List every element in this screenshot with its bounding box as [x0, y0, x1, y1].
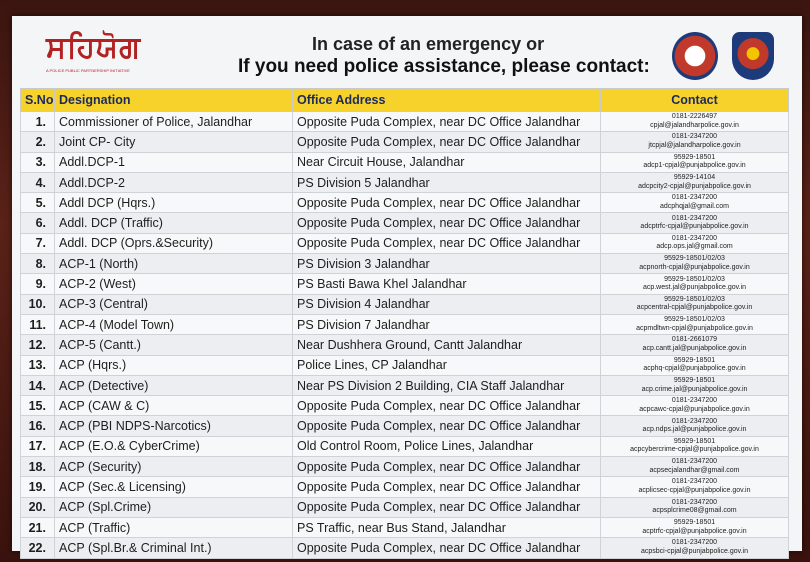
table-row	[21, 254, 789, 274]
row-sno: 8.	[21, 254, 55, 274]
table-row	[21, 355, 789, 375]
row-office-address: Old Control Room, Police Lines, Jalandhar	[293, 436, 601, 456]
contact-email[interactable]: acptrfc-cpjal@punjabpolice.gov.in	[642, 527, 747, 535]
table-row	[21, 294, 789, 314]
row-designation: Commissioner of Police, Jalandhar	[55, 112, 293, 132]
table-row	[21, 396, 789, 416]
row-designation: ACP (Detective)	[55, 375, 293, 395]
row-sno: 9.	[21, 274, 55, 294]
contact-phone: 0181-2347200	[671, 133, 718, 141]
row-sno: 18.	[21, 457, 55, 477]
table-row	[21, 274, 789, 294]
row-contact	[601, 477, 789, 497]
row-office-address: Opposite Puda Complex, near DC Office Jalandhar	[293, 497, 601, 517]
row-sno: 11.	[21, 314, 55, 334]
contact-phone: 0181-2661079	[671, 336, 718, 344]
row-designation: ACP (E.O.& CyberCrime)	[55, 436, 293, 456]
heading-line-1: In case of an emergency or	[312, 34, 545, 54]
row-contact	[601, 213, 789, 233]
contact-phone: 0181-2347200	[671, 498, 718, 506]
logo-text: ਸਹਿਯੋਗ	[46, 30, 141, 65]
row-designation: ACP (Traffic)	[55, 517, 293, 537]
row-designation: ACP (Hqrs.)	[55, 355, 293, 375]
row-designation: Joint CP- City	[55, 132, 293, 152]
contact-phone: 95929-18501	[673, 377, 716, 384]
contact-email[interactable]: acpcybercrime-cpjal@punjabpolice.gov.in	[630, 446, 759, 454]
contact-table	[20, 88, 789, 559]
row-office-address: Near PS Division 2 Building, CIA Staff Jalandhar	[293, 375, 601, 395]
column-header-sno: S.No	[21, 89, 55, 112]
table-row	[21, 172, 789, 192]
contact-phone: 0181-2347200	[671, 478, 718, 486]
row-contact	[601, 355, 789, 375]
contact-email[interactable]: adcp.ops.jal@gmail.com	[656, 243, 733, 251]
table-row	[21, 436, 789, 456]
row-sno: 13.	[21, 355, 55, 375]
row-sno: 19.	[21, 477, 55, 497]
punjab-police-badge-icon	[732, 32, 774, 80]
row-contact	[601, 416, 789, 436]
contact-email[interactable]: acp.crime.jal@punjabpolice.gov.in	[641, 385, 748, 393]
column-header-designation: Designation	[55, 89, 293, 112]
row-designation: ACP-4 (Model Town)	[55, 314, 293, 334]
row-contact	[601, 517, 789, 537]
row-designation: Addl. DCP (Oprs.&Security)	[55, 233, 293, 253]
sahyog-logo	[46, 28, 156, 74]
contact-phone: 95929-18501	[673, 356, 716, 364]
row-sno: 16.	[21, 416, 55, 436]
contact-email[interactable]: acplicsec-cpjal@punjabpolice.gov.in	[638, 486, 751, 494]
row-office-address: Opposite Puda Complex, near DC Office Jalandhar	[293, 233, 601, 253]
contact-email[interactable]: acpnorth-cpjal@punjabpolice.gov.in	[639, 263, 750, 271]
contact-email[interactable]: acpsecjalandhar@gmail.com	[649, 466, 740, 474]
table-row	[21, 233, 789, 253]
contact-phone: 0181-2347200	[671, 458, 718, 466]
commissionerate-emblem-icon	[672, 32, 718, 80]
row-sno: 6.	[21, 213, 55, 233]
contact-phone: 95929-18501	[673, 153, 716, 161]
row-sno: 1.	[21, 112, 55, 132]
row-office-address: Opposite Puda Complex, near DC Office Jalandhar	[293, 132, 601, 152]
row-office-address: Opposite Puda Complex, near DC Office Jalandhar	[293, 213, 601, 233]
contact-phone: 0181-2347200	[671, 194, 718, 202]
contact-email[interactable]: acpsplcrime08@gmail.com	[652, 507, 737, 515]
contact-email[interactable]: acpcentral-cpjal@punjabpolice.gov.in	[636, 304, 753, 312]
row-contact	[601, 314, 789, 334]
contact-phone: 0181-2347200	[671, 539, 718, 547]
contact-phone: 95929-18501/02/03	[664, 255, 725, 263]
row-sno: 14.	[21, 375, 55, 395]
row-office-address: Opposite Puda Complex, near DC Office Jalandhar	[293, 416, 601, 436]
row-office-address: PS Division 4 Jalandhar	[293, 294, 601, 314]
table-row	[21, 375, 789, 395]
row-designation: ACP (Security)	[55, 457, 293, 477]
contact-email[interactable]: adcp1-cpjal@punjabpolice.gov.in	[643, 162, 746, 170]
row-office-address: Opposite Puda Complex, near DC Office Jalandhar	[293, 477, 601, 497]
row-sno: 3.	[21, 152, 55, 172]
row-office-address: Opposite Puda Complex, near DC Office Jalandhar	[293, 112, 601, 132]
table-row	[21, 457, 789, 477]
contact-email[interactable]: adcpcity2-cpjal@punjabpolice.gov.in	[638, 182, 751, 190]
row-designation: ACP (Spl.Crime)	[55, 497, 293, 517]
table-row	[21, 538, 789, 558]
row-office-address: Opposite Puda Complex, near DC Office Jalandhar	[293, 538, 601, 558]
row-contact	[601, 172, 789, 192]
column-header-office: Office Address	[293, 89, 601, 112]
table-row	[21, 314, 789, 334]
table-row	[21, 335, 789, 355]
row-office-address: Opposite Puda Complex, near DC Office Jalandhar	[293, 457, 601, 477]
heading-line-2: If you need police assistance, please contact:	[238, 56, 650, 77]
row-designation: ACP (CAW & C)	[55, 396, 293, 416]
table-row	[21, 152, 789, 172]
table-row	[21, 193, 789, 213]
contact-phone: 95929-18501	[673, 437, 716, 445]
row-designation: ACP-2 (West)	[55, 274, 293, 294]
table-row	[21, 497, 789, 517]
row-office-address: Opposite Puda Complex, near DC Office Jalandhar	[293, 193, 601, 213]
row-contact	[601, 233, 789, 253]
row-contact	[601, 294, 789, 314]
table-row	[21, 477, 789, 497]
table-row	[21, 213, 789, 233]
table-row	[21, 416, 789, 436]
logo-subtitle: A POLICE PUBLIC PARTNERSHIP INITIATIVE	[46, 68, 130, 73]
row-designation: ACP-5 (Cantt.)	[55, 335, 293, 355]
row-office-address: Opposite Puda Complex, near DC Office Jalandhar	[293, 396, 601, 416]
contact-phone: 95929-18501/02/03	[664, 316, 725, 324]
table-header-row	[21, 89, 789, 112]
row-office-address: PS Traffic, near Bus Stand, Jalandhar	[293, 517, 601, 537]
contact-phone: 0181-2347200	[671, 397, 718, 405]
row-office-address: Near Circuit House, Jalandhar	[293, 152, 601, 172]
row-sno: 2.	[21, 132, 55, 152]
row-sno: 15.	[21, 396, 55, 416]
contact-email[interactable]: acp.ndps.jal@punjabpolice.gov.in	[642, 426, 747, 434]
row-contact	[601, 335, 789, 355]
row-contact	[601, 396, 789, 416]
row-office-address: PS Division 5 Jalandhar	[293, 172, 601, 192]
contact-email[interactable]: acpmdltwn-cpjal@punjabpolice.gov.in	[636, 324, 753, 332]
contact-email[interactable]: acpsbci-cpjal@punjabpolice.gov.in	[641, 547, 748, 555]
contact-email[interactable]: acp.west.jal@punjabpolice.gov.in	[642, 284, 747, 292]
contact-email[interactable]: acpcawc-cpjal@punjabpolice.gov.in	[639, 405, 750, 413]
row-designation: Addl. DCP (Traffic)	[55, 213, 293, 233]
row-designation: ACP (Sec.& Licensing)	[55, 477, 293, 497]
row-contact	[601, 112, 789, 132]
row-contact	[601, 538, 789, 558]
row-designation: ACP-3 (Central)	[55, 294, 293, 314]
contact-phone: 0181-2347200	[671, 417, 718, 425]
row-designation: Addl.DCP-2	[55, 172, 293, 192]
row-sno: 10.	[21, 294, 55, 314]
row-sno: 4.	[21, 172, 55, 192]
contact-email[interactable]: acp.cantt.jal@punjabpolice.gov.in	[642, 344, 747, 352]
row-designation: Addl DCP (Hqrs.)	[55, 193, 293, 213]
row-office-address: PS Division 3 Jalandhar	[293, 254, 601, 274]
row-contact	[601, 457, 789, 477]
row-sno: 21.	[21, 517, 55, 537]
row-sno: 22.	[21, 538, 55, 558]
row-contact	[601, 274, 789, 294]
row-office-address: PS Basti Bawa Khel Jalandhar	[293, 274, 601, 294]
row-sno: 5.	[21, 193, 55, 213]
row-sno: 7.	[21, 233, 55, 253]
table-row	[21, 132, 789, 152]
row-designation: ACP-1 (North)	[55, 254, 293, 274]
row-sno: 20.	[21, 497, 55, 517]
row-contact	[601, 132, 789, 152]
row-office-address: Near Dushhera Ground, Cantt Jalandhar	[293, 335, 601, 355]
row-office-address: Police Lines, CP Jalandhar	[293, 355, 601, 375]
contact-email[interactable]: cpjal@jalandharpolice.gov.in	[650, 121, 739, 129]
row-sno: 12.	[21, 335, 55, 355]
contact-phone: 0181-2226497	[671, 113, 718, 121]
contact-phone: 95929-18501/02/03	[664, 295, 725, 303]
contact-phone: 95929-18501	[673, 519, 716, 527]
row-contact	[601, 152, 789, 172]
table-row	[21, 517, 789, 537]
table-row	[21, 112, 789, 132]
contact-email[interactable]: jtcpjal@jalandharpolice.gov.in	[648, 141, 741, 149]
contact-phone: 95929-14104	[673, 174, 716, 182]
contact-email[interactable]: adcphqjal@gmail.com	[660, 202, 729, 210]
contact-phone: 0181-2347200	[671, 214, 718, 222]
row-office-address: PS Division 7 Jalandhar	[293, 314, 601, 334]
row-contact	[601, 497, 789, 517]
row-designation: Addl.DCP-1	[55, 152, 293, 172]
contact-board	[12, 16, 802, 555]
column-header-contact: Contact	[601, 89, 789, 112]
row-contact	[601, 193, 789, 213]
row-contact	[601, 375, 789, 395]
contact-email[interactable]: acphq-cpjal@punjabpolice.gov.in	[643, 365, 746, 373]
contact-phone: 0181-2347200	[671, 234, 718, 242]
row-contact	[601, 436, 789, 456]
row-sno: 17.	[21, 436, 55, 456]
contact-email[interactable]: adcptrfc-cpjal@punjabpolice.gov.in	[640, 223, 749, 231]
row-designation: ACP (Spl.Br.& Criminal Int.)	[55, 538, 293, 558]
row-contact	[601, 254, 789, 274]
board-header	[12, 16, 802, 92]
row-designation: ACP (PBI NDPS-Narcotics)	[55, 416, 293, 436]
contact-phone: 95929-18501/02/03	[664, 275, 725, 283]
